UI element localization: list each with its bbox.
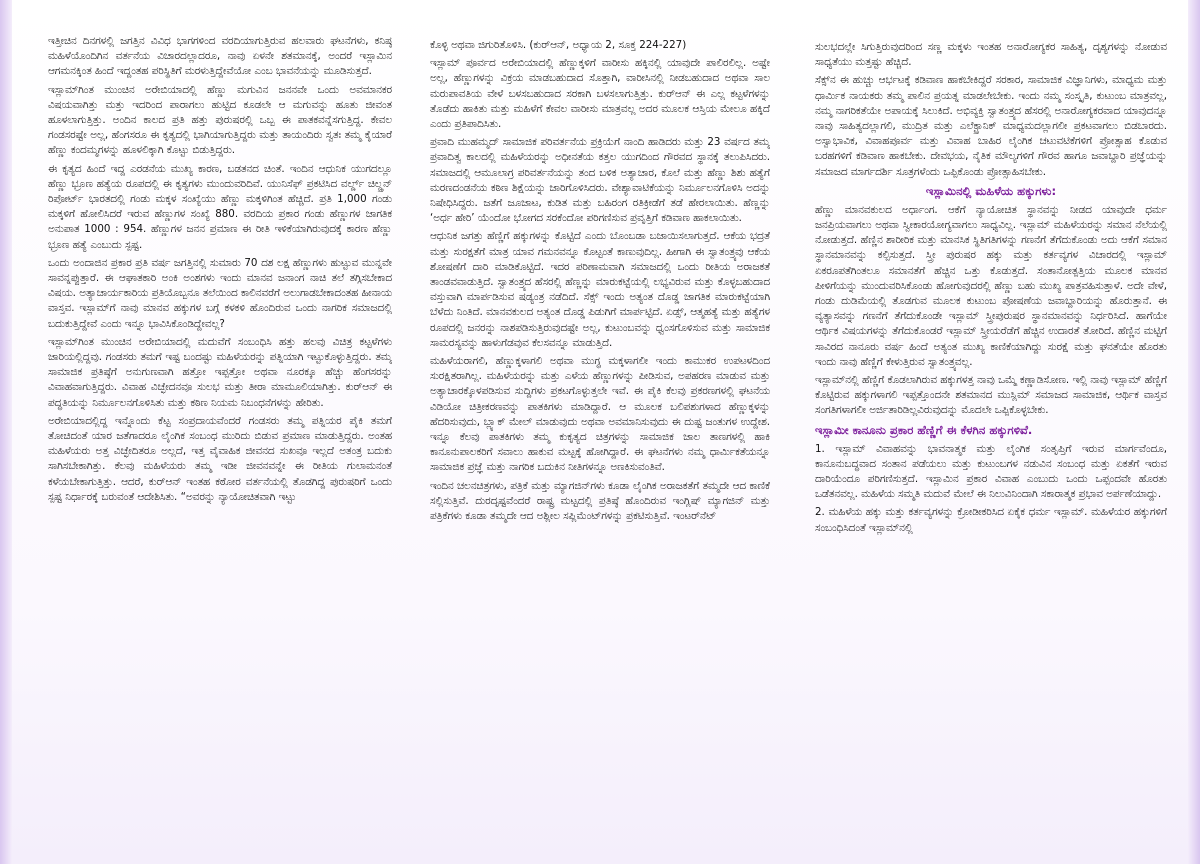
- paragraph: ಇಸ್ಲಾಮ್ ಪೂರ್ವದ ಅರೇಬಿಯಾದಲ್ಲಿ ಹೆಣ್ಣುಕ್ಕಳಿಗೆ ವಾರೀಸು ಹಕ್ಕಿನಲ್ಲಿ ಯಾವುದೇ ಪಾಲಿರಲಿಲ್ಲ. ಅಷ್ಟೇ ಅಲ್ಲ, ಹೆಣ್ಣುಗಳನ್ನು ವಿಕ್ರಯ ಮಾಡಬಹುದಾದ ಸೊತ್ತಾಗಿ, ವಾರೀಸಿನಲ್ಲಿ ನೀಡಬಹುದಾದ ಅಥವಾ ಸಾಲ ಮರುಪಾವತಿಯ ವೇಳೆ ಬಳಸಬಹುದಾದ ಸರಕಾಗಿ ಬಳಸಲಾಗುತ್ತಿತ್ತು. ಕುರ್‌ಆನ್ ಈ ಎಲ್ಲ ಕಟ್ಟಳೆಗಳನ್ನು ತೊಡೆದು ಹಾಕಿತು ಮತ್ತು ಮಹಿಳೆಗೆ ಕೇವಲ ವಾರೀಸು ಮಾತ್ರವಲ್ಲ ಅದರ ಮೂಲಕ ಆಸ್ತಿಯ ಮೇಲೂ ಹಕ್ಕಿದೆ ಎಂದು ಪ್ರತಿಪಾದಿಸಿತು.: [430, 57, 770, 131]
- paragraph: ಪ್ರವಾದಿ ಮುಹಮ್ಮದ್ ಸಾಮಾಜಿಕ ಪರಿವರ್ತನೆಯ ಪ್ರಕ್ರಿಯೆಗೆ ನಾಂದಿ ಹಾಡಿದರು ಮತ್ತು 23 ವರ್ಷದ ತಮ್ಮ ಪ್ರವಾದಿತ್ವ ಕಾಲದಲ್ಲಿ ಮಹಿಳೆಯರನ್ನು ಅಧೀನತೆಯ ಕತ್ತಲ ಯುಗದಿಂದ ಗೌರವದ ಸ್ಥಾನಕ್ಕೆ ತಲುಪಿಸಿದರು. ಸಮಾಜದಲ್ಲಿ ಆಮೂಲಾಗ್ರ ಪರಿವರ್ತನೆಯನ್ನು ತಂದ ಬಳಿಕ ಅತ್ಯಾಚಾರ, ಕೊಲೆ ಮತ್ತು ಹೆಣ್ಣು ಶಿಶು ಹತ್ಯೆಗೆ ಮರಣದಂಡನೆಯ ಕಠಿಣ ಶಿಕ್ಷೆಯನ್ನು ಜಾರಿಗೊಳಿಸಿದರು. ವೇಶ್ಯಾವಾಟಿಕೆಯನ್ನು ನಿರ್ಮೂಲನಗೊಳಿಸಿ ಅದನ್ನು ನಿಷೇಧಿಸಿದ್ದರು. ಜತೆಗೆ ಜೂಜಾಟ, ಕುಡಿತ ಮತ್ತು ಬಹಿರಂಗ ರತಿಕ್ರೀಡೆಗೆ ತಡೆ ಹೇರಲಾಯಿತು. ಹೆಣ್ಣನ್ನು ‘ಅರ್ಧ ಹೇರಿ’ ಯೆಂದೋ ಭೋಗದ ಸರಕೆಂದೋ ಪರಿಗಣಿಸುವ ಪ್ರವೃತ್ತಿಗೆ ಕಡಿವಾಣ ಹಾಕಲಾಯಿತು.: [430, 136, 770, 225]
- right-decorative-band: [1188, 0, 1200, 864]
- paragraph: ಇಸ್ಲಾಮ್‌ಗಿಂತ ಮುಂಚಿನ ಅರೇಬಿಯಾದಲ್ಲಿ ಹೆಣ್ಣು ಮಗುವಿನ ಜನನವೇ ಒಂದು ಅವಮಾನಕರ ವಿಷಯವಾಗಿತ್ತು ಮತ್ತು ಇದರಿಂದ ಪಾರಾಗಲು ಹುಟ್ಟಿದ ಕೂಡಲೇ ಆ ಮಗುವನ್ನು ಹೂತು ಜೀವಂತ ಹೂಳಲಾಗುತ್ತಿತ್ತು. ಅಂದಿನ ಕಾಲದ ಪ್ರತಿ ಹತ್ತು ಪುರುಷರಲ್ಲಿ ಒಬ್ಬ ಈ ಪಾತಕವನ್ನೆಸಗುತ್ತಿದ್ದ. ಕೇವಲ ಗಂಡಸರಷ್ಟೇ ಅಲ್ಲ, ಹೆಂಗಸರೂ ಈ ಕೃತ್ಯದಲ್ಲಿ ಭಾಗಿಯಾಗುತ್ತಿದ್ದರು ಮತ್ತು ತಾಯಂದಿರು ಸ್ವತಃ ತಮ್ಮ ಕೈಯಾರೆ ಹೆಣ್ಣು ಕಂದಮ್ಮಗಳನ್ನು ಹೂಳಲಿಕ್ಕಾಗಿ ಕೊಟ್ಟು ಬಿಡುತ್ತಿದ್ದರು.: [48, 83, 392, 157]
- paragraph: ಹೆಣ್ಣು ಮಾನವಕುಲದ ಅರ್ಧಾಂಗ. ಆಕೆಗೆ ನ್ಯಾಯೋಚಿತ ಸ್ಥಾನವನ್ನು ನೀಡದ ಯಾವುದೇ ಧರ್ಮ ಜನಪ್ರಿಯವಾಗಲು ಅಥವಾ ಸ್ವೀಕಾರಯೋಗ್ಯವಾಗಲು ಸಾಧ್ಯವಿಲ್ಲ. ಇಸ್ಲಾಮ್ ಮಹಿಳೆಯರನ್ನು ಸಮಾನ ನೆಲೆಯಲ್ಲಿ ನೋಡುತ್ತದೆ. ಹೆಣ್ಣಿನ ಶಾರೀರಿಕ ಮತ್ತು ಮಾನಸಿಕ ಸ್ಥಿತಿಗತಿಗಳನ್ನು ಗಣನೆಗೆ ತೆಗೆದುಕೊಂಡು ಅದು ಆಕೆಗೆ ಸಮಾನ ಸ್ಥಾನಮಾನವನ್ನು ಕಲ್ಪಿಸುತ್ತದೆ. ಸ್ತ್ರೀ ಪುರುಷರ ಹಕ್ಕು ಮತ್ತು ಕರ್ತವ್ಯಗಳ ವಿಚಾರದಲ್ಲಿ ಇಸ್ಲಾಮ್ ಏಕರೂಪತೆಗಿಂತಲೂ ಸಮಾನತೆಗೆ ಹೆಚ್ಚಿನ ಒತ್ತು ಕೊಡುತ್ತದೆ. ಸಂತಾನೋತ್ಪತ್ತಿಯ ಮೂಲಕ ಮಾನವ ಪೀಳಿಗೆಯನ್ನು ಮುಂದುವರಿಸಿಕೊಂಡು ಹೋಗುವುದರಲ್ಲಿ ಹೆಣ್ಣು ಬಹು ಮುಖ್ಯ ಪಾತ್ರವಹಿಸುತ್ತಾಳೆ. ಅದೇ ವೇಳೆ, ಗಂಡು ದುಡಿಮೆಯಲ್ಲಿ ತೊಡಗುವ ಮೂಲಕ ಕುಟುಂಬ ಪೋಷಣೆಯ ಜವಾಬ್ದಾರಿಯನ್ನು ಹೊರುತ್ತಾನೆ. ಈ ವ್ಯತ್ಯಾಸವನ್ನು ಗಣನೆಗೆ ತೆಗೆದುಕೊಂಡೇ ಇಸ್ಲಾಮ್ ಸ್ತ್ರೀಪುರುಷರ ಸ್ಥಾನಮಾನವನ್ನು ನಿರ್ಧರಿಸಿದೆ. ಹಾಗೆಯೇ ಆರ್ಥಿಕ ವಿಷಯಗಳನ್ನು ತೆಗೆದುಕೊಂಡರೆ ಇಸ್ಲಾಮ್ ಸ್ತ್ರೀಯರೆಡೆಗೆ ಹೆಚ್ಚಿನ ಉದಾರತೆ ತೋರಿದೆ. ಹೆಣ್ಣಿನ ಮಟ್ಟಿಗೆ ಸಾವಿರದ ನಾನೂರು ವರ್ಷ ಹಿಂದೆ ಅತ್ಯಂತ ಮುಖ್ಯ ಕಾಣಿಕೆಯಾಗಿದ್ದು ಸುರಕ್ಷೆ ಮತ್ತು ಘನತೆಯೇ ಹೊರತು ಇಂದು ನಾವು ಹೆಣ್ಣಿಗೆ ಕೇಳುತ್ತಿರುವ ಸ್ವಾತಂತ್ರ್ಯವಲ್ಲ.: [815, 203, 1167, 368]
- paragraph: ಕೊಳ್ಳಿ ಅಥವಾ ಜಿಗುರಿತೊಳಿಸಿ. (ಕುರ್‌ಆನ್, ಅಧ್ಯಾಯ 2, ಸೂಕ್ತ 224-227): [430, 39, 687, 51]
- text-column-1: [48, 34, 392, 860]
- text-column-3: [815, 40, 1167, 864]
- paragraph: 1. ಇಸ್ಲಾಮ್ ವಿವಾಹವನ್ನು ಭಾವನಾತ್ಮಕ ಮತ್ತು ಲೈಂಗಿಕ ಸಂತೃಪ್ತಿಗೆ ಇರುವ ಮಾರ್ಗವೆಂದೂ, ಕಾನೂನುಬದ್ಧವಾದ ಸಂತಾನ ಪಡೆಯಲು ಮತ್ತು ಕುಟುಂಬಗಳ ನಡುವಿನ ಸಂಬಂಧ ಮತ್ತು ಏಕತೆಗೆ ಇರುವ ದಾರಿಯೆಂದೂ ಪರಿಗಣಿಸುತ್ತದೆ. ಇಸ್ಲಾಮಿನ ಪ್ರಕಾರ ವಿವಾಹ ಎಂಬುದು ಒಂದು ಒಪ್ಪಂದವೇ ಹೊರತು ಒಡೆತನವಲ್ಲ. ಮಹಿಳೆಯ ಸಮ್ಮತಿ ಮದುವೆ ಮೇಲೆ ಈ ನಿಲುವಿನಿಂದಾಗಿ ಸಕಾರಾತ್ಮಕ ಪ್ರಭಾವ ಅರ್ಪಣೆಯಾದ್ದು.: [815, 442, 1167, 501]
- paragraph: ಇಂದಿನ ಚಲನಚಿತ್ರಗಳು, ಪತ್ರಿಕೆ ಮತ್ತು ಮ್ಯಾಗಜಿನ್‌ಗಳು ಕೂಡಾ ಲೈಂಗಿಕ ಅರಾಜಕತೆಗೆ ತಮ್ಮದೇ ಆದ ಕಾಣಿಕೆ ಸಲ್ಲಿಸುತ್ತಿವೆ. ದುರದೃಷ್ಟವೆಂದರೆ ರಾಷ್ಟ್ರ ಮಟ್ಟದಲ್ಲಿ ಪ್ರತಿಷ್ಠೆ ಹೊಂದಿರುವ ಇಂಗ್ಲಿಷ್ ಮ್ಯಾಗಜಿನ್ ಮತ್ತು ಪತ್ರಿಕೆಗಳು ಕೂಡಾ ತಮ್ಮದೇ ಆದ ಅಶ್ಲೀಲ ಸಪ್ಲಿಮೆಂಟ್‌ಗಳನ್ನು ಪ್ರಕಟಿಸುತ್ತಿವೆ. ಇಂಟರ್‌ನೆಟ್: [430, 479, 770, 523]
- paragraph: ಸೆಕ್ಸ್‌ನ ಈ ಹುಚ್ಚು ಆರ್ಭಟಕ್ಕೆ ಕಡಿವಾಣ ಹಾಕಬೇಕಿದ್ದರೆ ಸರಕಾರ, ಸಾಮಾಜಿಕ ವಿಜ್ಞಾನಿಗಳು, ಮಾಧ್ಯಮ ಮತ್ತು ಧಾರ್ಮಿಕ ನಾಯಕರು ತಮ್ಮ ಪಾಲಿನ ಪ್ರಯತ್ನ ಮಾಡಲೇಬೇಕು. ಇಂದು ನಮ್ಮ ಸಂಸ್ಕೃತಿ, ಕುಟುಂಬ ಮಾತ್ರವಲ್ಲ, ನಮ್ಮ ನಾಗರಿಕತೆಯೇ ಅಪಾಯಕ್ಕೆ ಸಿಲುಕಿದೆ. ಅಭಿವ್ಯಕ್ತಿ ಸ್ವಾತಂತ್ರ್ಯದ ಹೆಸರಲ್ಲಿ ಅನಾರೋಗ್ಯಕರವಾದ ಯಾವುದನ್ನೂ ನಾವು ಸಾಹಿತ್ಯದಲ್ಲಾಗಲಿ, ಮುದ್ರಿತ ಮತ್ತು ಎಲೆಕ್ಟ್ರಾನಿಕ್ ಮಾಧ್ಯಮದಲ್ಲಾಗಲೀ ಪ್ರಕಟವಾಗಲು ಬಿಡಬಾರದು. ಅಸ್ವಾಭಾವಿಕ, ವಿವಾಹಪೂರ್ವ ಮತ್ತು ವಿವಾಹ ಬಾಹಿರ ಲೈಂಗಿಕ ಚಟುವಟಿಕೆಗಳಿಗೆ ಪ್ರೋತ್ಸಾಹ ಕೊಡುವ ಬರಹಗಳಿಗೆ ಕಡಿವಾಣ ಹಾಕಬೇಕು. ದೇವಭಯ, ನೈತಿಕ ಮೌಲ್ಯಗಳಿಗೆ ಗೌರವ ಹಾಗೂ ಜವಾಬ್ದಾರಿ ಪ್ರಜ್ಞೆಯನ್ನು ಸಮಾಜದ ಮಾರ್ಗದರ್ಶಿ ಸೂತ್ರಗಳೆಂದು ಒಪ್ಪಿಕೊಂಡು ಪ್ರೋತ್ಸಾಹಿಸಬೇಕು.: [815, 74, 1167, 178]
- paragraph: ಇತ್ತೀಚಿನ ದಿನಗಳಲ್ಲಿ ಜಗತ್ತಿನ ವಿವಿಧ ಭಾಗಗಳಿಂದ ವರದಿಯಾಗುತ್ತಿರುವ ಹಲವಾರು ಘಟನೆಗಳು, ಕನಿಷ್ಠ ಮಹಿಳೆಯೊಂದಿಗಿನ ವರ್ತನೆಯ ವಿಚಾರದಲ್ಲಾದರೂ, ನಾವು ಏಳನೇ ಶತಮಾನಕ್ಕೆ, ಅಂದರೆ ಇಸ್ಲಾಮಿನ ಆಗಮನಕ್ಕಿಂತ ಹಿಂದೆ ಇದ್ದಂತಹ ಪರಿಸ್ಥಿತಿಗೆ ಮರಳುತ್ತಿದ್ದೇವೆಯೋ ಎಂಬ ಭಾವನೆಯನ್ನು ಮೂಡಿಸುತ್ತದೆ.: [48, 35, 392, 78]
- left-decorative-band: [0, 0, 12, 864]
- paragraph: 2. ಮಹಿಳೆಯ ಹಕ್ಕು ಮತ್ತು ಕರ್ತವ್ಯಗಳನ್ನು ಕ್ರೋಡೀಕರಿಸಿದ ಏಕೈಕ ಧರ್ಮ ಇಸ್ಲಾಮ್. ಮಹಿಳೆಯರ ಹಕ್ಕುಗಳಿಗೆ ಸಂಬಂಧಿಸಿದಂತೆ ಇಸ್ಲಾಮ್‌ನಲ್ಲಿ: [815, 506, 1167, 534]
- text-column-2: [430, 38, 770, 864]
- paragraph: ಈ ಕೃತ್ಯದ ಹಿಂದೆ ಇದ್ದ ಎರಡನೆಯ ಮುಖ್ಯ ಕಾರಣ, ಬಡತನದ ಚಿಂತೆ. ಇಂದಿನ ಆಧುನಿಕ ಯುಗದಲ್ಲೂ ಹೆಣ್ಣು ಭ್ರೂಣ ಹತ್ಯೆಯ ರೂಪದಲ್ಲಿ ಈ ಕೃತ್ಯಗಳು ಮುಂದುವರಿದಿವೆ. ಯುನಿಸೆಫ್ ಪ್ರಕಟಿಸಿದ ವರ್ಲ್ಡ್ ಚಿಲ್ಡ್ರನ್ ರಿಪೋರ್ಟ್ ಭಾರತದಲ್ಲಿ ಗಂಡು ಮಕ್ಕಳ ಸಂಖ್ಯೆಯು ಹೆಣ್ಣು ಮಕ್ಕಳಿಗಿಂತ ಹೆಚ್ಚಿದೆ. ಪ್ರತಿ 1,000 ಗಂಡು ಮಕ್ಕಳಿಗೆ ಹೋಲಿಸಿದರೆ ಇರುವ ಹೆಣ್ಣುಗಳ ಸಂಖ್ಯೆ 880. ವರದಿಯ ಪ್ರಕಾರ ಗಂಡು ಹೆಣ್ಣುಗಳ ಜಾಗತಿಕ ಅನುಪಾತ 1000 : 954. ಹೆಣ್ಣುಗಳ ಜನನ ಪ್ರಮಾಣ ಈ ರೀತಿ ಇಳಿಕೆಯಾಗಿರುವುದಕ್ಕೆ ಕಾರಣ ಹೆಣ್ಣು ಭ್ರೂಣ ಹತ್ಯೆ ಎಂಬುದು ಸ್ಪಷ್ಟ.: [48, 162, 392, 251]
- paragraph: ಇಸ್ಲಾಮ್‌ನಲ್ಲಿ ಹೆಣ್ಣಿಗೆ ಕೊಡಲಾಗಿರುವ ಹಕ್ಕುಗಳತ್ತ ನಾವು ಒಮ್ಮೆ ಕಣ್ಣಾಡಿಸೋಣ. ಇಲ್ಲಿ ನಾವು ಇಸ್ಲಾಮ್ ಹೆಣ್ಣಿಗೆ ಕೊಟ್ಟಿರುವ ಹಕ್ಕುಗಳಾಗಲಿ ಇಪ್ಪತ್ತೊಂದನೇ ಶತಮಾನದ ಮುಸ್ಲಿಮ್ ಸಮಾಜದ ಸಾಮಾಜಿಕ, ಆರ್ಥಿಕ ವಾಸ್ತವ ಸಂಗತಿಗಳಾಗಲೀ ಅರ್ಜಿತಾರಿಡಿಲ್ಲವಿರುವುದನ್ನು ಮೊದಲೇ ಒಪ್ಪಿಕೊಳ್ಳಬೇಕು.: [815, 374, 1167, 417]
- paragraph: ಸುಲಭದಲ್ಲೇ ಸಿಗುತ್ತಿರುವುದರಿಂದ ಸಣ್ಣ ಮಕ್ಕಳು ಇಂತಹ ಅನಾರೋಗ್ಯಕರ ಸಾಹಿತ್ಯ, ದೃಶ್ಯಗಳನ್ನು ನೋಡುವ ಸಾಧ್ಯತೆಯು ಮತ್ತಷ್ಟು ಹೆಚ್ಚಿದೆ.: [815, 41, 1167, 69]
- section-heading: ಇಸ್ಲಾಮೀ ಕಾನೂನು ಪ್ರಕಾರ ಹೆಣ್ಣಿಗೆ ಈ ಕೆಳಗಿನ ಹಕ್ಕುಗಳಿವೆ.: [815, 422, 1033, 437]
- paragraph: ಇಸ್ಲಾಮ್‌ಗಿಂತ ಮುಂಚಿನ ಅರೇಬಿಯಾದಲ್ಲಿ ಮದುವೆಗೆ ಸಂಬಂಧಿಸಿ ಹತ್ತು ಹಲವು ವಿಚಿತ್ರ ಕಟ್ಟಳೆಗಳು ಜಾರಿಯಲ್ಲಿದ್ದವು. ಗಂಡಸರು ತಮಗೆ ಇಷ್ಟ ಬಂದಷ್ಟು ಮಹಿಳೆಯರನ್ನು ಪತ್ನಿಯಾಗಿ ಇಟ್ಟುಕೊಳ್ಳುತ್ತಿದ್ದರು. ತಮ್ಮ ಸಾಮಾಜಿಕ ಪ್ರತಿಷ್ಠೆಗೆ ಅನುಗುಣವಾಗಿ ಹತ್ತೋ ಇಪ್ಪತ್ತೋ ಅಥವಾ ನೂರಕ್ಕೂ ಹೆಚ್ಚು ಹೆಂಗಸರನ್ನು ವಿವಾಹವಾಗುತ್ತಿದ್ದರು. ವಿವಾಹ ವಿಚ್ಛೇದನವೂ ಸುಲಭ ಮತ್ತು ತೀರಾ ಮಾಮೂಲಿಯಾಗಿತ್ತು. ಕುರ್‌ಆನ್ ಈ ಪದ್ಧತಿಯನ್ನು ನಿರ್ಮೂಲನಗೊಳಿಸಿತು ಮತ್ತು ಕಠಿಣ ನಿಯಮ ನಿಬಂಧನೆಗಳನ್ನು ಹೇರಿತು.: [48, 335, 392, 409]
- paragraph: ಒಂದು ಅಂದಾಜಿನ ಪ್ರಕಾರ ಪ್ರತಿ ವರ್ಷ ಜಗತ್ತಿನಲ್ಲಿ ಸುಮಾರು 70 ದಶ ಲಕ್ಷ ಹೆಣ್ಣುಗಳು ಹುಟ್ಟುವ ಮುನ್ನವೇ ಸಾವನ್ನಪ್ಪುತ್ತಾರೆ. ಈ ಆಘಾತಕಾರಿ ಅಂಕಿ ಅಂಶಗಳು ಇಂದು ಮಾನವ ಜನಾಂಗ ನಾಚಿ ತಲೆ ತಗ್ಗಿಸಬೇಕಾದ ವಿಷಯ. ಅತ್ಯಾಚಾರ್ಯಕಾರಿಯ ಪ್ರತಿಯೊಬ್ಬನೂ ತಲೆಯಿಂದ ಕಾಲಿನವರೆಗೆ ಅಲುಗಾಡಬೇಕಾದಂತಹ ಹೀನಾಯ ವಾಸ್ತವ. ಇಸ್ಲಾಮ್‌ಗೆ ನಾವು ಮಾನವ ಹಕ್ಕುಗಳ ಬಗ್ಗೆ ಕಳಕಳಿ ಹೊಂದಿರುವ ಒಂದು ನಾಗರಿಕ ಸಮಾಜದಲ್ಲಿ ಬದುಕುತ್ತಿದ್ದೇವೆ ಎಂದು ಇನ್ನೂ ಭಾವಿಸಿಕೊಂಡಿದ್ದೇವಲ್ಲ?: [48, 256, 392, 330]
- paragraph: ಆಧುನಿಕ ಜಗತ್ತು ಹೆಣ್ಣಿಗೆ ಹಕ್ಕುಗಳನ್ನು ಕೊಟ್ಟಿದೆ ಎಂದು ಬೊಂಬಡಾ ಬಜಾಯಿಸಲಾಗುತ್ತದೆ. ಆಕೆಯ ಭದ್ರತೆ ಮತ್ತು ಸುರಕ್ಷತೆಗೆ ಮಾತ್ರ ಯಾವ ಗಮನವನ್ನೂ ಕೊಟ್ಟಂತೆ ಕಾಣುವುದಿಲ್ಲ. ಹೀಗಾಗಿ ಈ ಸ್ವಾತಂತ್ರ್ಯವು ಆಕೆಯ ಶೋಷಣೆಗೆ ದಾರಿ ಮಾಡಿಕೊಟ್ಟಿದೆ. ಇದರ ಪರಿಣಾಮವಾಗಿ ಸಮಾಜದಲ್ಲಿ ಒಂದು ರೀತಿಯ ಅರಾಜಕತೆ ತಾಂಡವವಾಡುತ್ತಿದೆ. ಸ್ವಾತಂತ್ರ್ಯದ ಹೆಸರಲ್ಲಿ ಹೆಣ್ಣನ್ನು ಮಾರುಕಟ್ಟೆಯಲ್ಲಿ ಲಭ್ಯವಿರುವ ಮತ್ತು ಕೊಳ್ಳಬಹುದಾದ ವಸ್ತುವಾಗಿ ಮಾರ್ಪಡಿಸುವ ಷಡ್ಯಂತ್ರ ನಡೆದಿದೆ. ಸೆಕ್ಸ್ ಇಂದು ಅತ್ಯಂತ ದೊಡ್ಡ ಜಾಗತಿಕ ಮಾರುಕಟ್ಟೆಯಾಗಿ ಬೆಳೆದು ನಿಂತಿದೆ. ಮಾನವಕುಲದ ಅತ್ಯಂತ ದೊಡ್ಡ ಪಿಡುಗಿಗೆ ಮಾರ್ಪಟ್ಟಿದೆ. ಏಡ್ಸ್, ಆತ್ಮಹತ್ಯೆ ಮತ್ತು ಹತ್ಯೆಗಳ ರೂಪದಲ್ಲಿ ಜನರನ್ನು ನಾಶಪಡಿಸುತ್ತಿರುವುದಷ್ಟೇ ಅಲ್ಲ, ಕುಟುಂಬವನ್ನು ಧ್ವಂಸಗೊಳಿಸುವ ಮತ್ತು ಸಾಮಾಜಿಕ ಸಾಮರಸ್ಯವನ್ನು ಹಾಳುಗೆಡವುವ ಕೆಲಸವನ್ನೂ ಮಾಡುತ್ತಿದೆ.: [430, 230, 770, 349]
- paragraph: ಅರೇಬಿಯಾದಲ್ಲಿದ್ದ ಇನ್ನೊಂದು ಕೆಟ್ಟ ಸಂಪ್ರದಾಯವೆಂದರೆ ಗಂಡಸರು ತಮ್ಮ ಪತ್ನಿಯರ ಪೈಕಿ ತಮಗೆ ತೋಚಿದಂತೆ ಯಾರ ಜತೆಗಾದರೂ ಲೈಂಗಿಕ ಸಂಬಂಧ ಮುರಿದು ಬಿಡುವ ಪ್ರಮಾಣ ಮಾಡುತ್ತಿದ್ದರು. ಅಂತಹ ಮಹಿಳೆಯರು ಅತ್ತ ವಿಚ್ಛೇದಿತರೂ ಅಲ್ಲದೆ, ಇತ್ತ ವೈವಾಹಿಕ ಜೀವನದ ಸುಖವೂ ಇಲ್ಲದೆ ಅತಂತ್ರ ಬದುಕು ಸಾಗಿಸಬೇಕಾಗಿತ್ತು. ಕೆಲವು ಮಹಿಳೆಯರು ತಮ್ಮ ಇಡೀ ಜೀವನವನ್ನೇ ಈ ರೀತಿಯ ಗುಲಾಮನಂತೆ ಕಳೆಯಬೇಕಾಗುತ್ತಿತ್ತು. ಆದರೆ, ಕುರ್‌ಆನ್ ಇಂತಹ ಕಠೋರ ವರ್ತನೆಯಲ್ಲಿ ತೊಡಗಿದ್ದ ಪುರುಷರಿಗೆ ಒಂದು ಸ್ಪಷ್ಟ ನಿರ್ಧಾರಕ್ಕೆ ಬರುವಂತೆ ಆದೇಶಿಸಿತು. “ಅವರನ್ನು ನ್ಯಾಯೋಚಿತವಾಗಿ ಇಟ್ಟು: [48, 414, 392, 503]
- section-heading: ಇಸ್ಲಾಮಿನಲ್ಲಿ ಮಹಿಳೆಯ ಹಕ್ಕುಗಳು:: [925, 183, 1057, 198]
- paragraph: ಮಹಿಳೆಯರಾಗಲಿ, ಹೆಣ್ಣುಕ್ಕಳಾಗಲಿ ಅಥವಾ ಮುಗ್ಧ ಮಕ್ಕಳಾಗಲೀ ಇಂದು ಕಾಮುಕರ ಉಪಟಳದಿಂದ ಸುರಕ್ಷಿತರಾಗಿಲ್ಲ. ಮಹಿಳೆಯರನ್ನು ಮತ್ತು ಎಳೆಯ ಹೆಣ್ಣುಗಳನ್ನು ಪೀಡಿಸುವ, ಅಪಹರಣ ಮಾಡುವ ಮತ್ತು ಅತ್ಯಾಚಾರಕ್ಕೊಳಪಡಿಸುವ ಸುದ್ದಿಗಳು ಪ್ರಕಟಗೊಳ್ಳುತ್ತಲೇ ಇವೆ. ಈ ಪೈಕಿ ಕೆಲವು ಪ್ರಕರಣಗಳಲ್ಲಿ ಘಟನೆಯ ವಿಡಿಯೋ ಚಿತ್ರೀಕರಣವನ್ನು ಪಾತಕಿಗಳು ಮಾಡಿದ್ದಾರೆ. ಆ ಮೂಲಕ ಬಲಿಪಶುಗಳಾದ ಹೆಣ್ಣುಕ್ಕಳನ್ನು ಹೆದರಿಸುವುದು, ಬ್ಲ್ಯಾಕ್ ಮೇಲ್ ಮಾಡುವುದು ಅಥವಾ ಅವಮಾನಿಸುವುದು ಈ ದುಷ್ಟ ಜಂತುಗಳ ಉದ್ದೇಶ. ಇನ್ನೂ ಕೆಲವು ಪಾತಕಿಗಳು ತಮ್ಮ ಕುಕೃತ್ಯದ ಚಿತ್ರಗಳನ್ನು ಸಾಮಾಜಿಕ ಜಾಲ ತಾಣಗಳಲ್ಲಿ ಹಾಕಿ ಕಾನೂನುಪಾಲಕರಿಗೆ ಸವಾಲು ಹಾಕುವ ಮಟ್ಟಕ್ಕೆ ಹೋಗಿದ್ದಾರೆ. ಈ ಘಟನೆಗಳು ನಮ್ಮ ಧಾರ್ಮಿಕತೆಯನ್ನೂ ಸಾಮಾಜಿಕ ಪ್ರಜ್ಞೆ ಮತ್ತು ನಾಗರಿಕ ಬದುಕಿನ ನೀತಿಗಳನ್ನೂ ಅಣಕಿಸುವಂತಿವೆ.: [430, 355, 770, 474]
